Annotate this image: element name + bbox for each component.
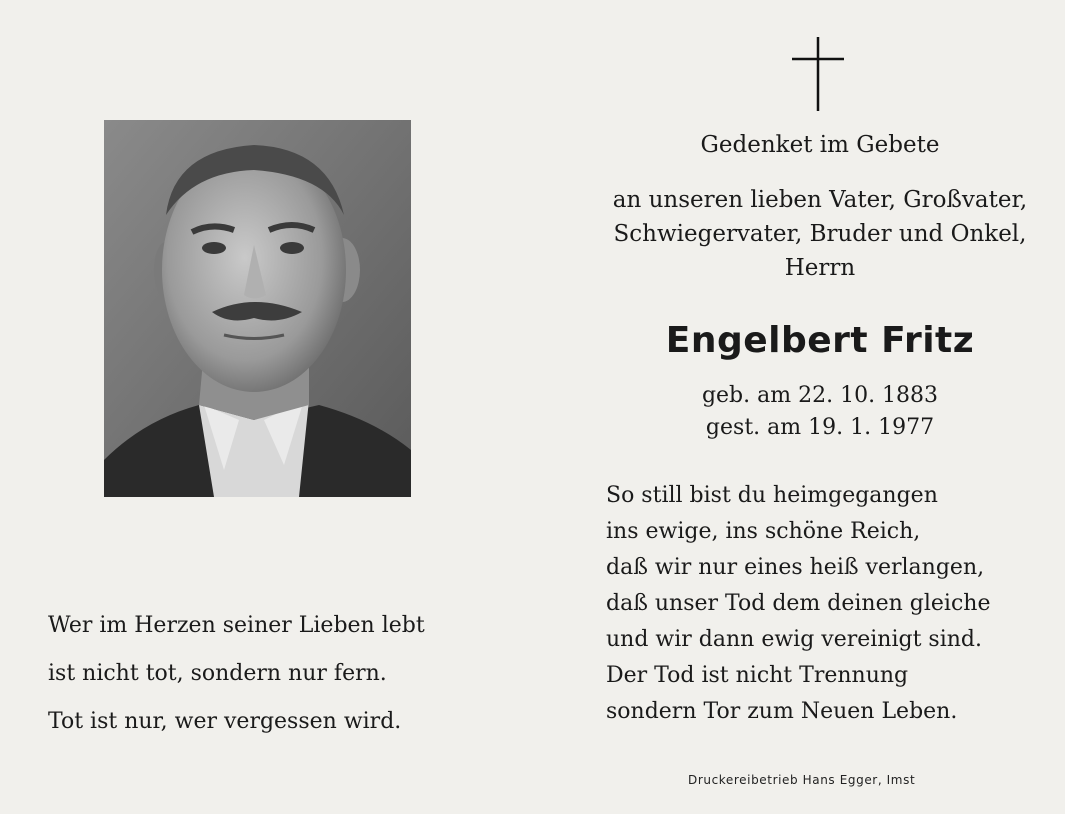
intro-line: an unseren lieben Vater, Großvater, [612,187,1028,213]
memorial-quote [48,602,425,746]
poem-line: Der Tod ist nicht Trennung [606,663,909,688]
poem-line: ins ewige, ins schöne Reich, [606,519,921,544]
poem-line: sondern Tor zum Neuen Leben. [606,699,958,724]
quote-line: ist nicht tot, sondern nur fern. [48,661,387,686]
portrait-photo [104,120,411,497]
poem-line: und wir dann ewig vereinigt sind. [606,627,982,652]
quote-line: Tot ist nur, wer vergessen wird. [48,709,402,734]
death-date: gest. am 19. 1. 1977 [705,415,935,440]
birth-date: geb. am 22. 10. 1883 [701,383,939,408]
poem-line: daß wir nur eines heiß verlangen, [606,555,985,580]
intro-line: Herrn [784,255,856,281]
printer-credit: Druckereibetrieb Hans Egger, Imst [688,773,916,787]
intro-text [598,183,1042,285]
gedenket-heading: Gedenket im Gebete [700,132,940,158]
poem-line: daß unser Tod dem deinen gleiche [606,591,991,616]
deceased-name: Engelbert Fritz [665,320,975,361]
life-dates [598,380,1042,444]
poem-line: So still bist du heimgegangen [606,483,938,508]
quote-line: Wer im Herzen seiner Lieben lebt [48,613,425,638]
cross-icon [790,37,846,111]
poem [606,478,990,730]
intro-line: Schwiegervater, Bruder und Onkel, [613,221,1027,247]
